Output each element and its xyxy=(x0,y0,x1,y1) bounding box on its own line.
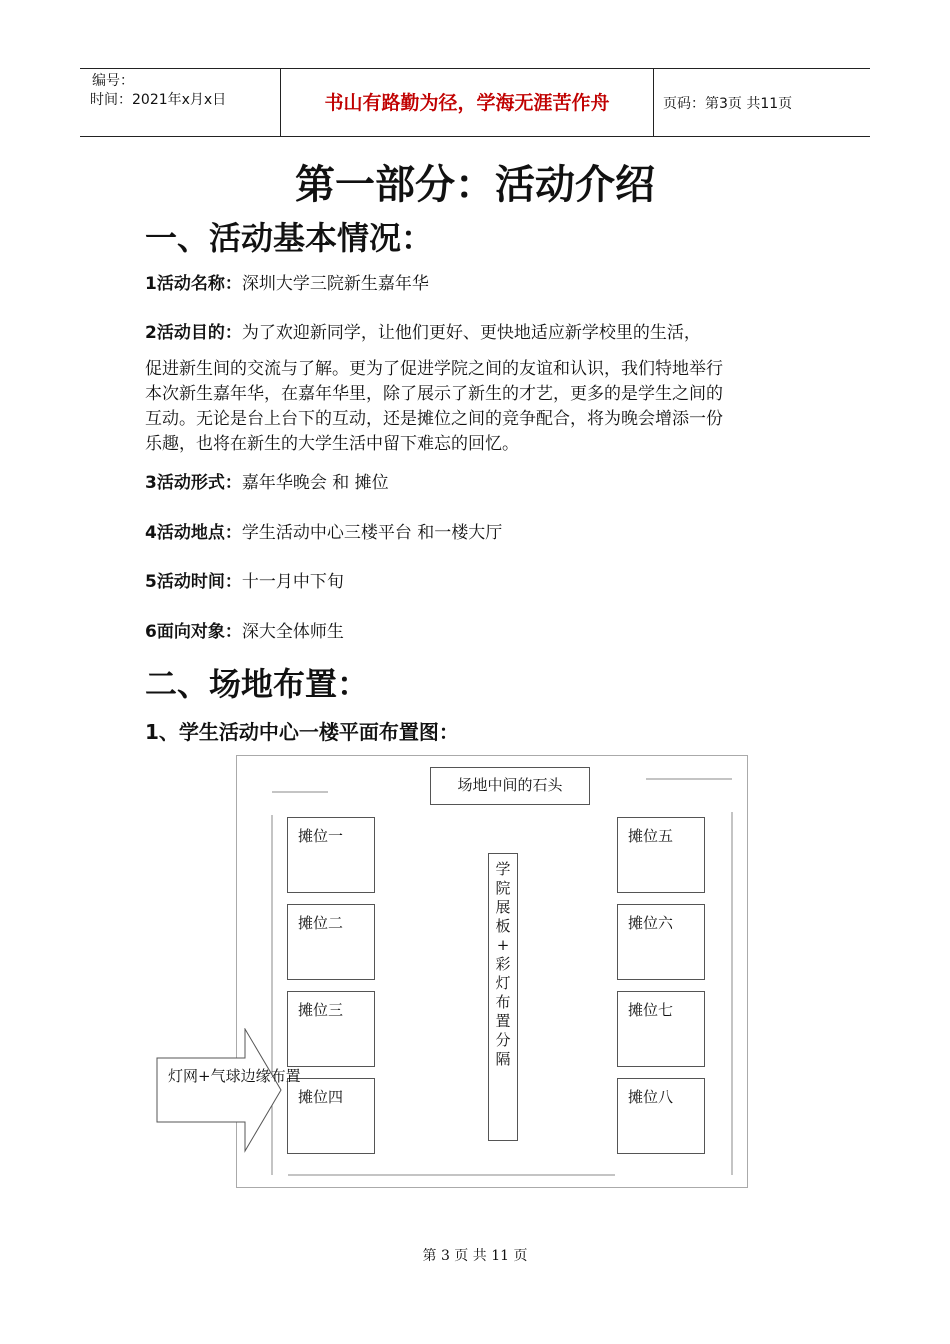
booth-label: 摊位四 xyxy=(298,1088,344,1106)
item-value: 为了欢迎新同学，让他们更好、更快地适应新学校里的生活， xyxy=(241,323,701,343)
item-label: 2活动目的： xyxy=(145,323,242,343)
booth-4 xyxy=(287,1078,375,1154)
item-label: 4活动地点： xyxy=(145,523,242,543)
stone-label: 场地中间的石头 xyxy=(457,776,563,794)
divider-board xyxy=(488,853,518,1141)
item-label: 1活动名称： xyxy=(145,274,242,294)
booth-label: 摊位一 xyxy=(298,827,344,845)
divider-char: 学 xyxy=(495,860,511,878)
booth-label: 摊位二 xyxy=(298,914,344,932)
divider-char: 展 xyxy=(495,898,511,916)
divider-char: 隔 xyxy=(495,1050,511,1068)
item-value: 深圳大学三院新生嘉年华 xyxy=(241,274,429,294)
arrow-label: 灯网+气球边缘布置 xyxy=(168,1067,301,1085)
page-footer: 第 3 页 共 11 页 xyxy=(422,1248,528,1264)
item-value: 深大全体师生 xyxy=(241,622,344,642)
item-value: 嘉年华晚会 和 摊位 xyxy=(241,473,389,493)
divider-char: 院 xyxy=(495,879,511,897)
divider-char: 置 xyxy=(495,1012,511,1030)
item-label: 6面向对象： xyxy=(145,622,242,642)
divider-char: 布 xyxy=(495,993,511,1011)
paragraph-line: 乐趣，也将在新生的大学生活中留下难忘的回忆。 xyxy=(145,434,519,454)
paragraph-line: 促进新生间的交流与了解。更为了促进学院之间的友谊和认识，我们特地举行 xyxy=(145,359,723,379)
item-value: 学生活动中心三楼平台 和一楼大厅 xyxy=(241,523,503,543)
paragraph-line: 互动。无论是台上台下的互动，还是摊位之间的竞争配合，将为晚会增添一份 xyxy=(145,409,723,429)
page-title: 第一部分：活动介绍 xyxy=(295,161,655,208)
arrow-icon xyxy=(157,1029,281,1151)
divider-char: 分 xyxy=(495,1031,511,1049)
booth-3 xyxy=(287,991,375,1067)
number-label: 编号： xyxy=(92,73,134,89)
booth-7 xyxy=(617,991,705,1067)
divider-char: 灯 xyxy=(495,974,511,992)
section2-heading: 二、场地布置： xyxy=(145,665,370,703)
time-label: 时间：2021年x月x日 xyxy=(90,92,227,108)
section2-subheading: 1、学生活动中心一楼平面布置图： xyxy=(145,720,459,744)
booth-label: 摊位七 xyxy=(628,1001,674,1019)
divider-char: + xyxy=(496,936,510,954)
booth-label: 摊位八 xyxy=(628,1088,674,1106)
booth-1 xyxy=(287,817,375,893)
section1-heading: 一、活动基本情况： xyxy=(145,219,434,257)
page-label: 页码：第3页 共11页 xyxy=(663,96,793,112)
booth-8 xyxy=(617,1078,705,1154)
booth-5 xyxy=(617,817,705,893)
divider-char: 板 xyxy=(495,917,511,935)
booth-label: 摊位五 xyxy=(628,827,674,845)
booth-label: 摊位三 xyxy=(298,1001,344,1019)
booth-2 xyxy=(287,904,375,980)
paragraph-line: 本次新生嘉年华，在嘉年华里，除了展示了新生的才艺，更多的是学生之间的 xyxy=(145,384,723,404)
booth-6 xyxy=(617,904,705,980)
arrow-shape xyxy=(155,1028,285,1154)
divider-label xyxy=(489,860,517,1069)
item-value: 十一月中下旬 xyxy=(241,572,344,592)
item-label: 3活动形式： xyxy=(145,473,242,493)
divider-char: 彩 xyxy=(495,955,511,973)
booth-label: 摊位六 xyxy=(628,914,674,932)
item-label: 5活动时间： xyxy=(145,572,242,592)
motto-text: 书山有路勤为径，学海无涯苦作舟 xyxy=(324,92,610,114)
stone-box xyxy=(430,767,590,805)
